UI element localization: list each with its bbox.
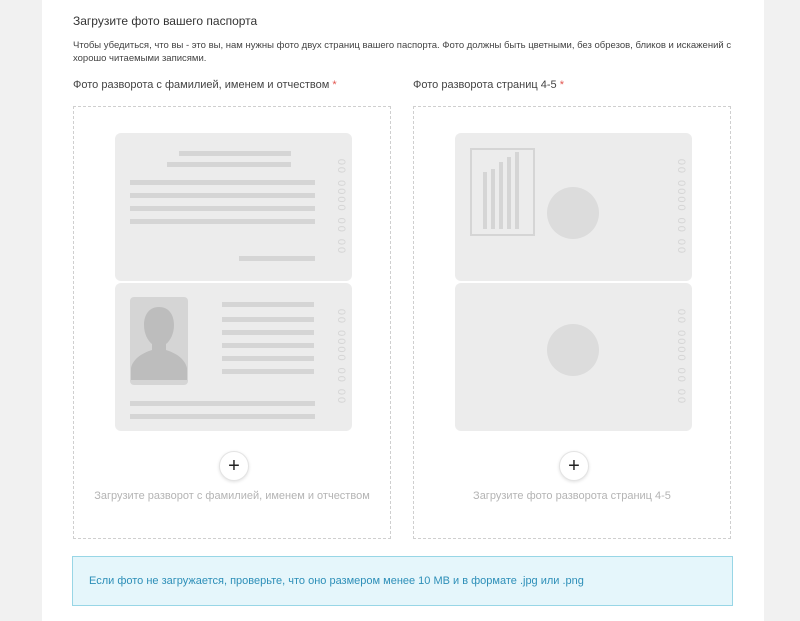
plus-icon: + [228, 455, 240, 477]
add-main-photo-button[interactable] [219, 451, 249, 481]
required-mark: * [332, 79, 337, 91]
stamp-circle [547, 187, 599, 239]
upload-main-hint: Загрузите разворот с фамилией, именем и отчеством [94, 490, 370, 502]
upload-main-label [73, 79, 337, 91]
upload-pages-label [413, 79, 564, 91]
section-title: Загрузите фото вашего паспорта [73, 14, 258, 28]
upload-pages-dropzone[interactable] [413, 106, 731, 539]
upload-pages-hint: Загрузите фото разворота страниц 4-5 [473, 490, 671, 502]
serial-number-top: 00 0000 00 00 [675, 158, 687, 256]
required-mark: * [559, 79, 564, 91]
upload-pages-label-text: Фото разворота страниц 4-5 [413, 79, 557, 91]
passport-upload-card [42, 0, 764, 621]
serial-number-bottom: 00 0000 00 00 [675, 308, 687, 406]
stamp-circle [547, 324, 599, 376]
add-pages-photo-button[interactable] [559, 451, 589, 481]
section-description: Чтобы убедиться, что вы - это вы, нам нужны фото двух страниц вашего паспорта. Фото должны быть цветными, без обрезов, бликов и искажений с хорошо читаемыми записями. [73, 40, 732, 64]
upload-main-label-text: Фото разворота с фамилией, именем и отчеством [73, 79, 330, 91]
plus-icon: + [568, 455, 580, 477]
upload-notice [72, 556, 733, 606]
upload-main-dropzone[interactable] [73, 106, 391, 539]
serial-number-top: 00 0000 00 00 [335, 158, 347, 256]
serial-number-bottom: 00 0000 00 00 [335, 308, 347, 406]
upload-notice-text: Если фото не загружается, проверьте, что оно размером менее 10 MB и в формате .jpg или .png [89, 575, 584, 587]
